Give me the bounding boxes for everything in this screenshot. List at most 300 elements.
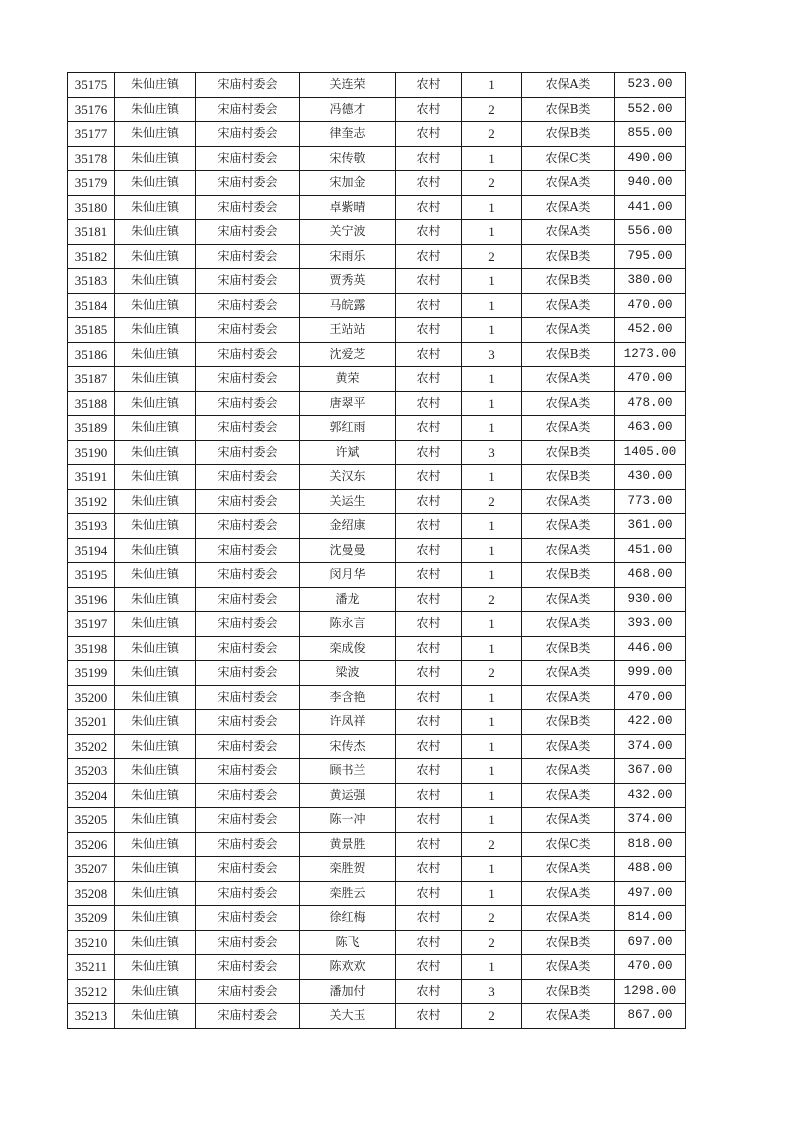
insurance-category-cell: 农保A类 bbox=[522, 734, 615, 759]
household-size-cell: 1 bbox=[462, 293, 522, 318]
residence-type-cell: 农村 bbox=[396, 73, 462, 98]
household-size-cell: 2 bbox=[462, 1004, 522, 1029]
residence-type-cell: 农村 bbox=[396, 416, 462, 441]
town-cell: 朱仙庄镇 bbox=[115, 832, 196, 857]
insurance-category-cell: 农保B类 bbox=[522, 930, 615, 955]
village-committee-cell: 宋庙村委会 bbox=[196, 73, 300, 98]
residence-type-cell: 农村 bbox=[396, 563, 462, 588]
person-name-cell: 沈爱芝 bbox=[300, 342, 396, 367]
amount-cell: 374.00 bbox=[615, 734, 686, 759]
record-id-cell: 35213 bbox=[68, 1004, 115, 1029]
record-id-cell: 35195 bbox=[68, 563, 115, 588]
amount-cell: 393.00 bbox=[615, 612, 686, 637]
table-row bbox=[68, 636, 686, 661]
village-committee-cell: 宋庙村委会 bbox=[196, 881, 300, 906]
village-committee-cell: 宋庙村委会 bbox=[196, 808, 300, 833]
village-committee-cell: 宋庙村委会 bbox=[196, 563, 300, 588]
insurance-category-cell: 农保B类 bbox=[522, 563, 615, 588]
person-name-cell: 卓紫晴 bbox=[300, 195, 396, 220]
residence-type-cell: 农村 bbox=[396, 881, 462, 906]
residence-type-cell: 农村 bbox=[396, 906, 462, 931]
table-row bbox=[68, 97, 686, 122]
amount-cell: 1298.00 bbox=[615, 979, 686, 1004]
residence-type-cell: 农村 bbox=[396, 367, 462, 392]
town-cell: 朱仙庄镇 bbox=[115, 661, 196, 686]
table-row bbox=[68, 293, 686, 318]
household-size-cell: 3 bbox=[462, 440, 522, 465]
village-committee-cell: 宋庙村委会 bbox=[196, 269, 300, 294]
table-row bbox=[68, 416, 686, 441]
amount-cell: 374.00 bbox=[615, 808, 686, 833]
person-name-cell: 许凤祥 bbox=[300, 710, 396, 735]
amount-cell: 488.00 bbox=[615, 857, 686, 882]
table-row bbox=[68, 514, 686, 539]
person-name-cell: 顾书兰 bbox=[300, 759, 396, 784]
person-name-cell: 关大玉 bbox=[300, 1004, 396, 1029]
household-size-cell: 1 bbox=[462, 710, 522, 735]
person-name-cell: 黄运强 bbox=[300, 783, 396, 808]
town-cell: 朱仙庄镇 bbox=[115, 465, 196, 490]
town-cell: 朱仙庄镇 bbox=[115, 587, 196, 612]
town-cell: 朱仙庄镇 bbox=[115, 1004, 196, 1029]
table-row bbox=[68, 440, 686, 465]
person-name-cell: 陈飞 bbox=[300, 930, 396, 955]
residence-type-cell: 农村 bbox=[396, 489, 462, 514]
household-size-cell: 2 bbox=[462, 832, 522, 857]
town-cell: 朱仙庄镇 bbox=[115, 710, 196, 735]
amount-cell: 367.00 bbox=[615, 759, 686, 784]
insurance-category-cell: 农保A类 bbox=[522, 514, 615, 539]
residence-type-cell: 农村 bbox=[396, 857, 462, 882]
table-row bbox=[68, 538, 686, 563]
record-id-cell: 35185 bbox=[68, 318, 115, 343]
town-cell: 朱仙庄镇 bbox=[115, 930, 196, 955]
person-name-cell: 关运生 bbox=[300, 489, 396, 514]
residence-type-cell: 农村 bbox=[396, 440, 462, 465]
record-id-cell: 35193 bbox=[68, 514, 115, 539]
household-size-cell: 1 bbox=[462, 783, 522, 808]
person-name-cell: 潘龙 bbox=[300, 587, 396, 612]
insurance-category-cell: 农保A类 bbox=[522, 73, 615, 98]
insurance-category-cell: 农保A类 bbox=[522, 881, 615, 906]
insurance-category-cell: 农保A类 bbox=[522, 612, 615, 637]
amount-cell: 855.00 bbox=[615, 122, 686, 147]
town-cell: 朱仙庄镇 bbox=[115, 440, 196, 465]
village-committee-cell: 宋庙村委会 bbox=[196, 685, 300, 710]
record-id-cell: 35187 bbox=[68, 367, 115, 392]
village-committee-cell: 宋庙村委会 bbox=[196, 195, 300, 220]
town-cell: 朱仙庄镇 bbox=[115, 759, 196, 784]
town-cell: 朱仙庄镇 bbox=[115, 685, 196, 710]
amount-cell: 490.00 bbox=[615, 146, 686, 171]
household-size-cell: 1 bbox=[462, 416, 522, 441]
person-name-cell: 王站站 bbox=[300, 318, 396, 343]
record-id-cell: 35190 bbox=[68, 440, 115, 465]
household-size-cell: 1 bbox=[462, 146, 522, 171]
amount-cell: 1273.00 bbox=[615, 342, 686, 367]
person-name-cell: 潘加付 bbox=[300, 979, 396, 1004]
insurance-category-cell: 农保A类 bbox=[522, 857, 615, 882]
record-id-cell: 35177 bbox=[68, 122, 115, 147]
residence-type-cell: 农村 bbox=[396, 808, 462, 833]
residence-type-cell: 农村 bbox=[396, 97, 462, 122]
record-id-cell: 35203 bbox=[68, 759, 115, 784]
amount-cell: 999.00 bbox=[615, 661, 686, 686]
insurance-category-cell: 农保A类 bbox=[522, 587, 615, 612]
record-id-cell: 35198 bbox=[68, 636, 115, 661]
household-size-cell: 1 bbox=[462, 612, 522, 637]
amount-cell: 463.00 bbox=[615, 416, 686, 441]
record-id-cell: 35209 bbox=[68, 906, 115, 931]
amount-cell: 430.00 bbox=[615, 465, 686, 490]
town-cell: 朱仙庄镇 bbox=[115, 367, 196, 392]
table-row bbox=[68, 73, 686, 98]
record-id-cell: 35207 bbox=[68, 857, 115, 882]
amount-cell: 867.00 bbox=[615, 1004, 686, 1029]
residence-type-cell: 农村 bbox=[396, 612, 462, 637]
table-row bbox=[68, 906, 686, 931]
residence-type-cell: 农村 bbox=[396, 342, 462, 367]
record-id-cell: 35192 bbox=[68, 489, 115, 514]
village-committee-cell: 宋庙村委会 bbox=[196, 465, 300, 490]
person-name-cell: 律奎志 bbox=[300, 122, 396, 147]
village-committee-cell: 宋庙村委会 bbox=[196, 783, 300, 808]
village-committee-cell: 宋庙村委会 bbox=[196, 293, 300, 318]
village-committee-cell: 宋庙村委会 bbox=[196, 489, 300, 514]
record-id-cell: 35206 bbox=[68, 832, 115, 857]
household-size-cell: 1 bbox=[462, 955, 522, 980]
household-size-cell: 1 bbox=[462, 759, 522, 784]
insurance-category-cell: 农保A类 bbox=[522, 195, 615, 220]
amount-cell: 452.00 bbox=[615, 318, 686, 343]
residence-type-cell: 农村 bbox=[396, 318, 462, 343]
table-body bbox=[68, 73, 686, 1029]
town-cell: 朱仙庄镇 bbox=[115, 489, 196, 514]
residence-type-cell: 农村 bbox=[396, 930, 462, 955]
record-id-cell: 35180 bbox=[68, 195, 115, 220]
residence-type-cell: 农村 bbox=[396, 685, 462, 710]
household-size-cell: 2 bbox=[462, 122, 522, 147]
village-committee-cell: 宋庙村委会 bbox=[196, 391, 300, 416]
village-committee-cell: 宋庙村委会 bbox=[196, 661, 300, 686]
person-name-cell: 栾胜云 bbox=[300, 881, 396, 906]
insurance-category-cell: 农保A类 bbox=[522, 171, 615, 196]
household-size-cell: 2 bbox=[462, 171, 522, 196]
household-size-cell: 3 bbox=[462, 342, 522, 367]
insurance-category-cell: 农保C类 bbox=[522, 146, 615, 171]
table-row bbox=[68, 489, 686, 514]
table-row bbox=[68, 587, 686, 612]
residence-type-cell: 农村 bbox=[396, 979, 462, 1004]
record-id-cell: 35201 bbox=[68, 710, 115, 735]
insurance-category-cell: 农保A类 bbox=[522, 661, 615, 686]
insurance-category-cell: 农保C类 bbox=[522, 832, 615, 857]
table-row bbox=[68, 612, 686, 637]
amount-cell: 497.00 bbox=[615, 881, 686, 906]
village-committee-cell: 宋庙村委会 bbox=[196, 906, 300, 931]
household-size-cell: 2 bbox=[462, 244, 522, 269]
insurance-category-cell: 农保A类 bbox=[522, 955, 615, 980]
town-cell: 朱仙庄镇 bbox=[115, 293, 196, 318]
person-name-cell: 金绍康 bbox=[300, 514, 396, 539]
insurance-category-cell: 农保B类 bbox=[522, 269, 615, 294]
table-row bbox=[68, 759, 686, 784]
household-size-cell: 1 bbox=[462, 269, 522, 294]
amount-cell: 380.00 bbox=[615, 269, 686, 294]
person-name-cell: 马皖露 bbox=[300, 293, 396, 318]
residence-type-cell: 农村 bbox=[396, 171, 462, 196]
person-name-cell: 沈曼曼 bbox=[300, 538, 396, 563]
record-id-cell: 35191 bbox=[68, 465, 115, 490]
household-size-cell: 1 bbox=[462, 857, 522, 882]
amount-cell: 451.00 bbox=[615, 538, 686, 563]
village-committee-cell: 宋庙村委会 bbox=[196, 171, 300, 196]
table-row bbox=[68, 367, 686, 392]
insurance-category-cell: 农保A类 bbox=[522, 318, 615, 343]
record-id-cell: 35179 bbox=[68, 171, 115, 196]
person-name-cell: 梁波 bbox=[300, 661, 396, 686]
record-id-cell: 35186 bbox=[68, 342, 115, 367]
insurance-category-cell: 农保B类 bbox=[522, 440, 615, 465]
person-name-cell: 关汉东 bbox=[300, 465, 396, 490]
amount-cell: 470.00 bbox=[615, 293, 686, 318]
table-row bbox=[68, 857, 686, 882]
household-size-cell: 1 bbox=[462, 73, 522, 98]
table-row bbox=[68, 930, 686, 955]
insurance-category-cell: 农保A类 bbox=[522, 808, 615, 833]
insurance-category-cell: 农保A类 bbox=[522, 391, 615, 416]
table-row bbox=[68, 881, 686, 906]
amount-cell: 432.00 bbox=[615, 783, 686, 808]
household-size-cell: 1 bbox=[462, 195, 522, 220]
residence-type-cell: 农村 bbox=[396, 220, 462, 245]
record-id-cell: 35176 bbox=[68, 97, 115, 122]
insurance-category-cell: 农保A类 bbox=[522, 293, 615, 318]
town-cell: 朱仙庄镇 bbox=[115, 244, 196, 269]
table-row bbox=[68, 171, 686, 196]
household-size-cell: 2 bbox=[462, 587, 522, 612]
person-name-cell: 黄景胜 bbox=[300, 832, 396, 857]
amount-cell: 556.00 bbox=[615, 220, 686, 245]
insurance-category-cell: 农保A类 bbox=[522, 906, 615, 931]
insurance-category-cell: 农保B类 bbox=[522, 710, 615, 735]
table-row bbox=[68, 685, 686, 710]
record-id-cell: 35200 bbox=[68, 685, 115, 710]
household-size-cell: 1 bbox=[462, 391, 522, 416]
record-id-cell: 35204 bbox=[68, 783, 115, 808]
record-id-cell: 35182 bbox=[68, 244, 115, 269]
village-committee-cell: 宋庙村委会 bbox=[196, 857, 300, 882]
person-name-cell: 徐红梅 bbox=[300, 906, 396, 931]
residence-type-cell: 农村 bbox=[396, 244, 462, 269]
village-committee-cell: 宋庙村委会 bbox=[196, 514, 300, 539]
town-cell: 朱仙庄镇 bbox=[115, 220, 196, 245]
insurance-category-cell: 农保A类 bbox=[522, 367, 615, 392]
town-cell: 朱仙庄镇 bbox=[115, 195, 196, 220]
village-committee-cell: 宋庙村委会 bbox=[196, 416, 300, 441]
amount-cell: 523.00 bbox=[615, 73, 686, 98]
residence-type-cell: 农村 bbox=[396, 146, 462, 171]
village-committee-cell: 宋庙村委会 bbox=[196, 587, 300, 612]
table-row bbox=[68, 832, 686, 857]
table-row bbox=[68, 661, 686, 686]
residence-type-cell: 农村 bbox=[396, 661, 462, 686]
amount-cell: 697.00 bbox=[615, 930, 686, 955]
town-cell: 朱仙庄镇 bbox=[115, 97, 196, 122]
table-row bbox=[68, 783, 686, 808]
residence-type-cell: 农村 bbox=[396, 465, 462, 490]
table-row bbox=[68, 244, 686, 269]
town-cell: 朱仙庄镇 bbox=[115, 955, 196, 980]
residence-type-cell: 农村 bbox=[396, 269, 462, 294]
person-name-cell: 宋传杰 bbox=[300, 734, 396, 759]
benefit-roster-table bbox=[67, 72, 686, 1029]
person-name-cell: 陈一冲 bbox=[300, 808, 396, 833]
table-row bbox=[68, 146, 686, 171]
record-id-cell: 35181 bbox=[68, 220, 115, 245]
person-name-cell: 许斌 bbox=[300, 440, 396, 465]
person-name-cell: 贾秀英 bbox=[300, 269, 396, 294]
household-size-cell: 1 bbox=[462, 318, 522, 343]
town-cell: 朱仙庄镇 bbox=[115, 906, 196, 931]
person-name-cell: 黄荣 bbox=[300, 367, 396, 392]
household-size-cell: 1 bbox=[462, 636, 522, 661]
village-committee-cell: 宋庙村委会 bbox=[196, 97, 300, 122]
village-committee-cell: 宋庙村委会 bbox=[196, 734, 300, 759]
record-id-cell: 35184 bbox=[68, 293, 115, 318]
table-row bbox=[68, 979, 686, 1004]
amount-cell: 470.00 bbox=[615, 367, 686, 392]
residence-type-cell: 农村 bbox=[396, 538, 462, 563]
insurance-category-cell: 农保B类 bbox=[522, 342, 615, 367]
village-committee-cell: 宋庙村委会 bbox=[196, 979, 300, 1004]
insurance-category-cell: 农保A类 bbox=[522, 1004, 615, 1029]
residence-type-cell: 农村 bbox=[396, 122, 462, 147]
town-cell: 朱仙庄镇 bbox=[115, 734, 196, 759]
record-id-cell: 35199 bbox=[68, 661, 115, 686]
record-id-cell: 35183 bbox=[68, 269, 115, 294]
village-committee-cell: 宋庙村委会 bbox=[196, 220, 300, 245]
insurance-category-cell: 农保B类 bbox=[522, 97, 615, 122]
household-size-cell: 1 bbox=[462, 563, 522, 588]
village-committee-cell: 宋庙村委会 bbox=[196, 318, 300, 343]
table-row bbox=[68, 955, 686, 980]
residence-type-cell: 农村 bbox=[396, 783, 462, 808]
amount-cell: 795.00 bbox=[615, 244, 686, 269]
town-cell: 朱仙庄镇 bbox=[115, 146, 196, 171]
town-cell: 朱仙庄镇 bbox=[115, 808, 196, 833]
amount-cell: 940.00 bbox=[615, 171, 686, 196]
person-name-cell: 宋加金 bbox=[300, 171, 396, 196]
amount-cell: 814.00 bbox=[615, 906, 686, 931]
insurance-category-cell: 农保A类 bbox=[522, 783, 615, 808]
household-size-cell: 1 bbox=[462, 220, 522, 245]
table-row bbox=[68, 710, 686, 735]
person-name-cell: 关宁波 bbox=[300, 220, 396, 245]
person-name-cell: 关连荣 bbox=[300, 73, 396, 98]
insurance-category-cell: 农保A类 bbox=[522, 489, 615, 514]
town-cell: 朱仙庄镇 bbox=[115, 342, 196, 367]
amount-cell: 468.00 bbox=[615, 563, 686, 588]
household-size-cell: 1 bbox=[462, 465, 522, 490]
village-committee-cell: 宋庙村委会 bbox=[196, 636, 300, 661]
amount-cell: 930.00 bbox=[615, 587, 686, 612]
record-id-cell: 35205 bbox=[68, 808, 115, 833]
town-cell: 朱仙庄镇 bbox=[115, 514, 196, 539]
record-id-cell: 35202 bbox=[68, 734, 115, 759]
table-row bbox=[68, 122, 686, 147]
household-size-cell: 2 bbox=[462, 661, 522, 686]
town-cell: 朱仙庄镇 bbox=[115, 391, 196, 416]
table-row bbox=[68, 465, 686, 490]
village-committee-cell: 宋庙村委会 bbox=[196, 955, 300, 980]
residence-type-cell: 农村 bbox=[396, 293, 462, 318]
town-cell: 朱仙庄镇 bbox=[115, 171, 196, 196]
town-cell: 朱仙庄镇 bbox=[115, 122, 196, 147]
insurance-category-cell: 农保B类 bbox=[522, 465, 615, 490]
person-name-cell: 宋传敬 bbox=[300, 146, 396, 171]
town-cell: 朱仙庄镇 bbox=[115, 73, 196, 98]
insurance-category-cell: 农保A类 bbox=[522, 416, 615, 441]
household-size-cell: 1 bbox=[462, 734, 522, 759]
record-id-cell: 35189 bbox=[68, 416, 115, 441]
town-cell: 朱仙庄镇 bbox=[115, 538, 196, 563]
residence-type-cell: 农村 bbox=[396, 391, 462, 416]
table-row bbox=[68, 808, 686, 833]
person-name-cell: 唐翠平 bbox=[300, 391, 396, 416]
village-committee-cell: 宋庙村委会 bbox=[196, 342, 300, 367]
record-id-cell: 35211 bbox=[68, 955, 115, 980]
person-name-cell: 李含艳 bbox=[300, 685, 396, 710]
amount-cell: 478.00 bbox=[615, 391, 686, 416]
household-size-cell: 1 bbox=[462, 367, 522, 392]
residence-type-cell: 农村 bbox=[396, 734, 462, 759]
village-committee-cell: 宋庙村委会 bbox=[196, 612, 300, 637]
residence-type-cell: 农村 bbox=[396, 832, 462, 857]
town-cell: 朱仙庄镇 bbox=[115, 857, 196, 882]
residence-type-cell: 农村 bbox=[396, 514, 462, 539]
village-committee-cell: 宋庙村委会 bbox=[196, 759, 300, 784]
person-name-cell: 郭红雨 bbox=[300, 416, 396, 441]
person-name-cell: 栾胜贺 bbox=[300, 857, 396, 882]
residence-type-cell: 农村 bbox=[396, 955, 462, 980]
village-committee-cell: 宋庙村委会 bbox=[196, 122, 300, 147]
village-committee-cell: 宋庙村委会 bbox=[196, 440, 300, 465]
town-cell: 朱仙庄镇 bbox=[115, 979, 196, 1004]
residence-type-cell: 农村 bbox=[396, 636, 462, 661]
table-row bbox=[68, 195, 686, 220]
person-name-cell: 冯德才 bbox=[300, 97, 396, 122]
amount-cell: 446.00 bbox=[615, 636, 686, 661]
amount-cell: 552.00 bbox=[615, 97, 686, 122]
town-cell: 朱仙庄镇 bbox=[115, 636, 196, 661]
household-size-cell: 2 bbox=[462, 930, 522, 955]
table-row bbox=[68, 734, 686, 759]
village-committee-cell: 宋庙村委会 bbox=[196, 1004, 300, 1029]
person-name-cell: 陈永言 bbox=[300, 612, 396, 637]
record-id-cell: 35188 bbox=[68, 391, 115, 416]
household-size-cell: 2 bbox=[462, 906, 522, 931]
insurance-category-cell: 农保B类 bbox=[522, 244, 615, 269]
table-row bbox=[68, 1004, 686, 1029]
table-row bbox=[68, 269, 686, 294]
record-id-cell: 35194 bbox=[68, 538, 115, 563]
household-size-cell: 1 bbox=[462, 538, 522, 563]
residence-type-cell: 农村 bbox=[396, 759, 462, 784]
table-row bbox=[68, 220, 686, 245]
village-committee-cell: 宋庙村委会 bbox=[196, 538, 300, 563]
town-cell: 朱仙庄镇 bbox=[115, 881, 196, 906]
